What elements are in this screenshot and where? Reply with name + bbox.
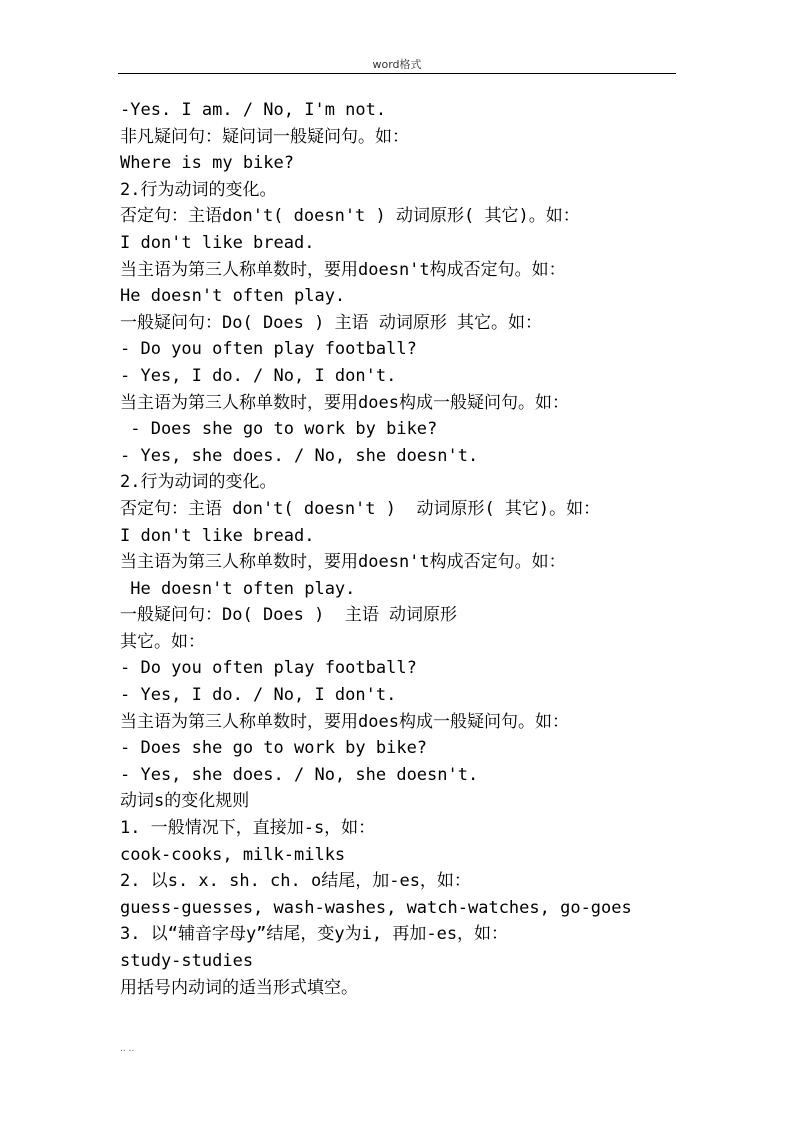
text-line: guess-guesses, wash-washes, watch-watches, go-goes [120, 897, 632, 918]
text-line: He doesn't often play. [120, 578, 356, 599]
text-line: 一般疑问句：Do( Does ) 主语 动词原形 [120, 605, 458, 626]
text-line: 2.行为动词的变化。 [120, 179, 277, 200]
text-line: - Yes, I do. / No, I don't. [120, 685, 397, 706]
text-line: - Yes, I do. / No, I don't. [120, 365, 397, 386]
text-line: Where is my bike? [120, 153, 294, 174]
text-line: 其它。如： [120, 631, 205, 652]
text-line: - Does she go to work by bike? [120, 419, 438, 440]
text-line: He doesn't often play. [120, 286, 346, 307]
text-line: - Yes, she does. / No, she doesn't. [120, 445, 479, 466]
text-line: I don't like bread. [120, 525, 315, 546]
text-line: cook-cooks, milk-milks [120, 844, 346, 865]
text-line: 否定句：主语don't( doesn't ) 动词原形( 其它)。如： [120, 206, 580, 227]
text-line: - Do you often play football? [120, 658, 417, 679]
text-line: - Does she go to work by bike? [120, 738, 428, 759]
text-line: - Do you often play football? [120, 339, 417, 360]
text-line: 2. 以s. x. sh. ch. o结尾，加-es，如： [120, 871, 471, 892]
text-line: 用括号内动词的适当形式填空。 [120, 977, 358, 998]
header-divider [118, 73, 676, 74]
text-line: 1. 一般情况下，直接加-s，如： [120, 818, 376, 839]
text-line: study-studies [120, 951, 254, 971]
text-line: 当主语为第三人称单数时，要用doesn't构成否定句。如： [120, 552, 566, 573]
text-line: I don't like bread. [120, 232, 315, 253]
text-line: 否定句：主语 don't( doesn't ) 动词原形( 其它)。如： [120, 498, 601, 519]
text-line: 一般疑问句：Do( Does ) 主语 动词原形 其它。如： [120, 312, 543, 333]
text-line: - Yes, she does. / No, she doesn't. [120, 764, 479, 785]
page-header: word格式 [372, 58, 422, 71]
text-line: 2.行为动词的变化。 [120, 472, 277, 493]
text-line: 当主语为第三人称单数时，要用does构成一般疑问句。如： [120, 392, 569, 413]
text-line: 动词s的变化规则 [120, 791, 250, 812]
document-body [120, 97, 690, 1001]
text-line: 当主语为第三人称单数时，要用doesn't构成否定句。如： [120, 259, 566, 280]
page-footer-marks: .. .. [120, 1044, 135, 1054]
text-line: -Yes. I am. / No, I'm not. [120, 100, 387, 120]
text-line: 3. 以“辅音字母y”结尾，变y为i, 再加-es，如： [120, 924, 509, 945]
text-line: 当主语为第三人称单数时，要用does构成一般疑问句。如： [120, 711, 569, 732]
text-line: 非凡疑问句：疑问词一般疑问句。如： [120, 126, 409, 147]
